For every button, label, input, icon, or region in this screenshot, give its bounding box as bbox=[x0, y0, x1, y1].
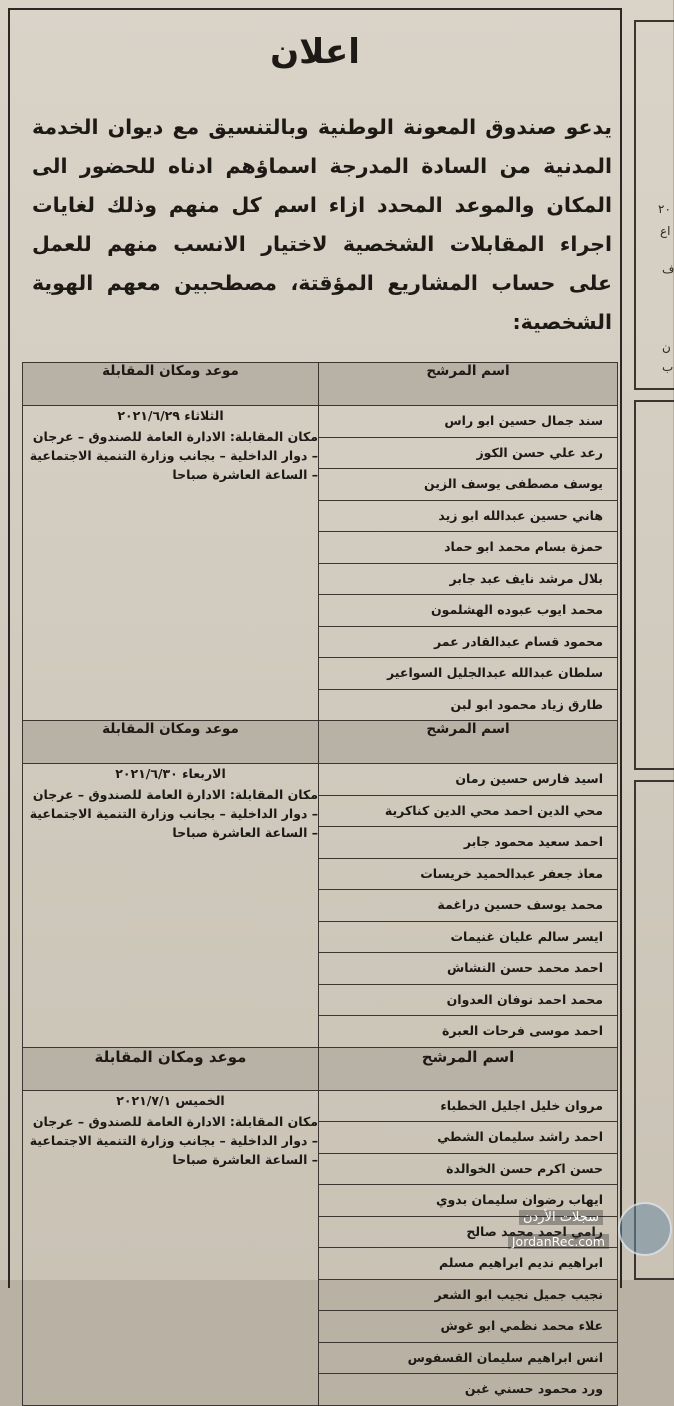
candidate-name: محمود قسام عبدالقادر عمر bbox=[319, 627, 617, 659]
candidate-name: اسيد فارس حسين رمان bbox=[319, 764, 617, 796]
candidate-name: نجيب جميل نجيب ابو الشعر bbox=[319, 1280, 617, 1312]
table-header-row bbox=[23, 1047, 618, 1090]
candidate-name: هاني حسين عبدالله ابو زيد bbox=[319, 501, 617, 533]
candidate-name: احمد سعيد محمود جابر bbox=[319, 827, 617, 859]
candidate-name: ايسر سالم عليان غنيمات bbox=[319, 922, 617, 954]
adjacent-fragment: اع bbox=[660, 224, 671, 238]
candidate-name: احمد راشد سليمان الشطي bbox=[319, 1122, 617, 1154]
adjacent-box-2 bbox=[634, 400, 674, 770]
schedule-cell bbox=[23, 1090, 319, 1405]
notice-intro: يدعو صندوق المعونة الوطنية وبالتنسيق مع ديوان الخدمة المدنية من السادة المدرجة اسماؤهم ادناه للحضور الى المكان والموعد المحدد ازاء اسم كل منهم وذلك لغايات اجراء المقابلات الشخصية لاختيار الانسب منهم للعمل على حساب المشاريع المؤقتة، مصطحبين معهم الهوية الشخصية: bbox=[32, 115, 612, 334]
candidate-name: احمد محمد حسن النشاش bbox=[319, 953, 617, 985]
candidate-name: بلال مرشد نايف عبد جابر bbox=[319, 564, 617, 596]
candidate-name: حسن اكرم حسن الخوالدة bbox=[319, 1154, 617, 1186]
candidate-name: علاء محمد نظمي ابو غوش bbox=[319, 1311, 617, 1343]
candidate-name: سند جمال حسين ابو راس bbox=[319, 406, 617, 438]
adjacent-fragment: ف bbox=[662, 262, 674, 276]
interview-place: مكان المقابلة: الادارة العامة للصندوق – عرجان – دوار الداخلية – بجانب وزارة التنمية الاجتماعية – الساعة العاشرة صباحا bbox=[29, 787, 318, 840]
interview-date: الاربعاء ٢٠٢١/٦/٣٠ bbox=[115, 766, 226, 781]
candidate-name: سلطان عبدالله عبدالجليل السواعير bbox=[319, 658, 617, 690]
names-cell bbox=[319, 406, 618, 721]
candidate-name: ورد محمود حسني غبن bbox=[464, 1381, 603, 1396]
candidate-name: يوسف مصطفى يوسف الزين bbox=[319, 469, 617, 501]
candidate-name: محمد ايوب عبوده الهشلمون bbox=[319, 595, 617, 627]
candidate-name: رامي احمد محمد صالح bbox=[319, 1217, 617, 1249]
interview-place: مكان المقابلة: الادارة العامة للصندوق – عرجان – دوار الداخلية – بجانب وزارة التنمية الاجتماعية – الساعة العاشرة صباحا bbox=[29, 1113, 318, 1167]
candidate-name: محمد احمد نوفان العدوان bbox=[319, 985, 617, 1017]
header-interview-schedule: موعد ومكان المقابلة bbox=[23, 363, 319, 406]
watermark-logo-icon bbox=[618, 1202, 672, 1256]
interview-date: الثلاثاء ٢٠٢١/٦/٢٩ bbox=[117, 408, 224, 423]
group-row bbox=[23, 764, 618, 1048]
interview-place: مكان المقابلة: الادارة العامة للصندوق – عرجان – دوار الداخلية – بجانب وزارة التنمية الاجتماعية – الساعة العاشرة صباحا bbox=[29, 429, 318, 482]
header-candidate-name: اسم المرشح bbox=[319, 363, 618, 406]
header-interview-schedule: موعد ومكان المقابلة bbox=[23, 1047, 319, 1090]
candidate-name: انس ابراهيم سليمان القسفوس bbox=[319, 1343, 617, 1375]
table-header-row bbox=[23, 363, 618, 406]
candidate-name: احمد موسى فرحات العبرة bbox=[442, 1023, 603, 1038]
candidate-name: ابراهيم نديم ابراهيم مسلم bbox=[319, 1248, 617, 1280]
candidate-name: رعد علي حسن الكوز bbox=[319, 438, 617, 470]
candidate-name: مروان خليل اجليل الخطباء bbox=[319, 1091, 617, 1123]
candidate-name: معاذ جعفر عبدالحميد خريسات bbox=[319, 859, 617, 891]
interview-date: الخميس ٢٠٢١/٧/١ bbox=[116, 1092, 225, 1108]
candidate-name: محي الدين احمد محي الدين كناكرية bbox=[319, 796, 617, 828]
schedule-cell bbox=[23, 764, 319, 1048]
watermark-arabic: سجلات الأردن bbox=[519, 1210, 603, 1225]
header-candidate-name: اسم المرشح bbox=[319, 721, 618, 764]
candidate-name: طارق زياد محمود ابو لبن bbox=[450, 696, 603, 712]
adjacent-fragment: ب bbox=[662, 360, 674, 374]
header-interview-schedule: موعد ومكان المقابلة bbox=[23, 721, 319, 764]
candidate-name: حمزة بسام محمد ابو حماد bbox=[319, 532, 617, 564]
adjacent-column bbox=[628, 0, 673, 1280]
watermark bbox=[468, 1196, 673, 1266]
candidate-name: محمد يوسف حسين دراغمة bbox=[319, 890, 617, 922]
candidate-name: ايهاب رضوان سليمان بدوي bbox=[319, 1185, 617, 1217]
names-cell bbox=[319, 764, 618, 1048]
adjacent-fragment: ٢٠ bbox=[658, 202, 671, 216]
table-header-row bbox=[23, 721, 618, 764]
group-row bbox=[23, 406, 618, 721]
header-candidate-name: اسم المرشح bbox=[319, 1047, 618, 1090]
adjacent-fragment: ن bbox=[662, 340, 671, 354]
schedule-cell bbox=[23, 406, 319, 721]
notice-title: اعلان bbox=[270, 32, 360, 72]
watermark-latin: JordanRec.com bbox=[508, 1234, 609, 1249]
